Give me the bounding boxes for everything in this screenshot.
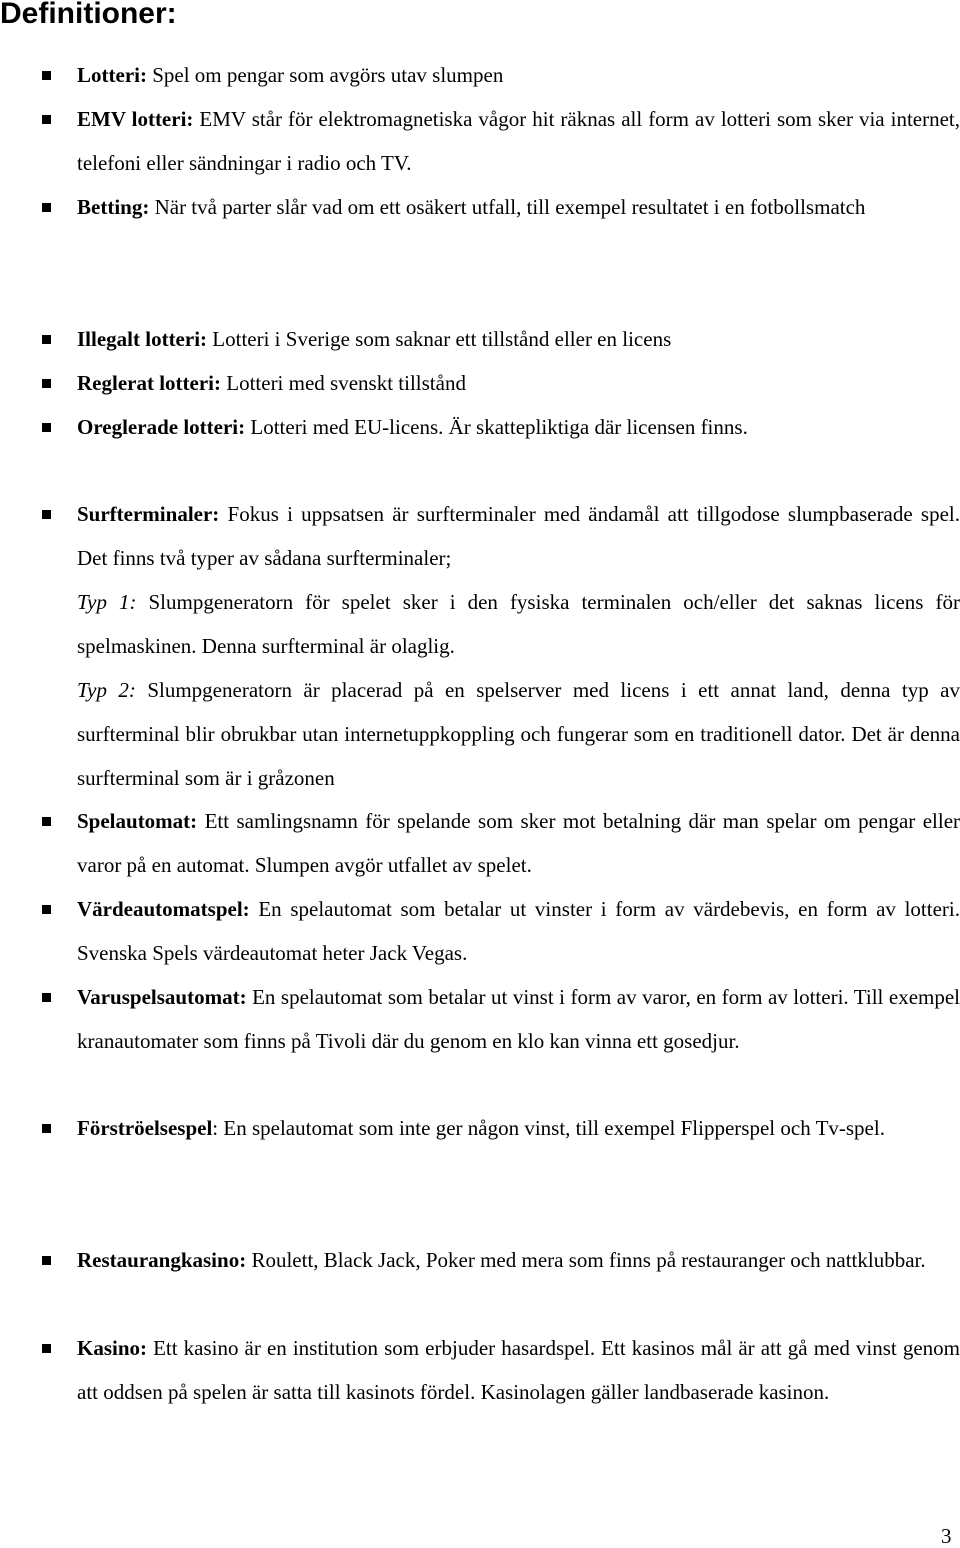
definition-description: Fokus i uppsatsen är surfterminaler med ändamål att tillgodose slumpbaserade spel. Det finns två typer av sådana surfterminaler;: [77, 502, 960, 570]
definition-term: Förströelsespel: [77, 1116, 213, 1140]
bullet-icon: [42, 1256, 51, 1265]
definition-text: [77, 97, 960, 185]
definition-description: Spel om pengar som avgörs utav slumpen: [152, 63, 504, 87]
bullet-icon: [42, 71, 51, 80]
definition-term: Reglerat lotteri:: [77, 371, 221, 395]
definition-description: En spelautomat som inte ger någon vinst, till exempel Flipperspel och Tv-spel.: [223, 1116, 885, 1140]
definition-text: [77, 317, 960, 361]
bullet-icon: [42, 510, 51, 519]
definition-description: Ett kasino är en institution som erbjuder hasardspel. Ett kasinos mål är att gå med vinst genom att oddsen på spelen är satta till kasinots fördel. Kasinolagen gäller landbaserade kasinon.: [77, 1336, 960, 1404]
bullet-icon: [42, 335, 51, 344]
definition-text: Förströelsespel: En spelautomat som inte ger någon vinst, till exempel Flipperspel och Tv-spel.: [77, 1116, 885, 1140]
bullet-icon: [42, 1344, 51, 1353]
definition-term: Varuspelsautomat:: [77, 985, 247, 1009]
definition-term: EMV lotteri:: [77, 107, 194, 131]
definition-text: [77, 887, 960, 975]
definition-text: [77, 405, 960, 449]
definition-description: Lotteri med svenskt tillstånd: [226, 371, 466, 395]
definition-text: [77, 185, 960, 229]
definition-description: Lotteri i Sverige som saknar ett tillstånd eller en licens: [212, 327, 672, 351]
definition-term: Spelautomat:: [77, 809, 198, 833]
definition-term: Lotteri:: [77, 63, 147, 87]
definition-term: Kasino:: [77, 1336, 148, 1360]
definition-description: Ett samlingsnamn för spelande som sker mot betalning där man spelar om pengar eller varor på en automat. Slumpen avgör utfallet av spelet.: [77, 809, 960, 877]
definition-description: En spelautomat som betalar ut vinst i form av varor, en form av lotteri. Till exempel kranautomater som finns på Tivoli där du genom en klo kan vinna ett gosedjur.: [77, 985, 960, 1053]
bullet-icon: [42, 905, 51, 914]
definition-description: En spelautomat som betalar ut vinster i form av värdebevis, en form av lotteri. Svenska Spels värdeautomat heter Jack Vegas.: [77, 897, 960, 965]
definition-text: [77, 1326, 960, 1414]
definition-term: Surfterminaler:: [77, 502, 220, 526]
typ-2-paragraph: [77, 668, 960, 800]
definition-description: Lotteri med EU-licens. Är skattepliktiga där licensen finns.: [250, 415, 748, 439]
definition-text: [77, 1238, 960, 1282]
typ-label: Typ 1:: [77, 590, 137, 614]
typ-description: Slumpgeneratorn för spelet sker i den fysiska terminalen och/eller det saknas licens för spelmaskinen. Denna surfterminal är olaglig.: [77, 590, 960, 658]
bullet-icon: [42, 379, 51, 388]
definition-text: [77, 492, 960, 580]
definition-term: Illegalt lotteri:: [77, 327, 208, 351]
definition-description: EMV står för elektromagnetiska vågor hit räknas all form av lotteri som sker via internet, telefoni eller sändningar i radio och TV.: [77, 107, 960, 175]
bullet-icon: [42, 817, 51, 826]
bullet-icon: [42, 203, 51, 212]
definition-term: Betting:: [77, 195, 150, 219]
definition-text: [77, 975, 960, 1063]
definition-text: [77, 361, 960, 405]
typ-description: Slumpgeneratorn är placerad på en spelserver med licens i ett annat land, denna typ av surfterminal blir obrukbar utan internetuppkoppling och fungerar som en traditionell dator. Det är denna surfterminal som är i gråzonen: [77, 678, 960, 790]
page-number: 3: [941, 1524, 952, 1548]
definition-term: Oreglerade lotteri:: [77, 415, 246, 439]
page-heading: Definitioner:: [0, 0, 177, 30]
definition-description: Roulett, Black Jack, Poker med mera som finns på restauranger och nattklubbar.: [251, 1248, 926, 1272]
bullet-icon: [42, 993, 51, 1002]
definition-description: När två parter slår vad om ett osäkert utfall, till exempel resultatet i en fotbollsmatch: [154, 195, 866, 219]
typ-1-paragraph: [77, 580, 960, 668]
bullet-icon: [42, 115, 51, 124]
definition-term: Värdeautomatspel:: [77, 897, 250, 921]
definition-text: [77, 799, 960, 887]
bullet-icon: [42, 1124, 51, 1133]
typ-label: Typ 2:: [77, 678, 136, 702]
definition-term: Restaurangkasino:: [77, 1248, 247, 1272]
bullet-icon: [42, 423, 51, 432]
definition-text: [77, 53, 960, 97]
